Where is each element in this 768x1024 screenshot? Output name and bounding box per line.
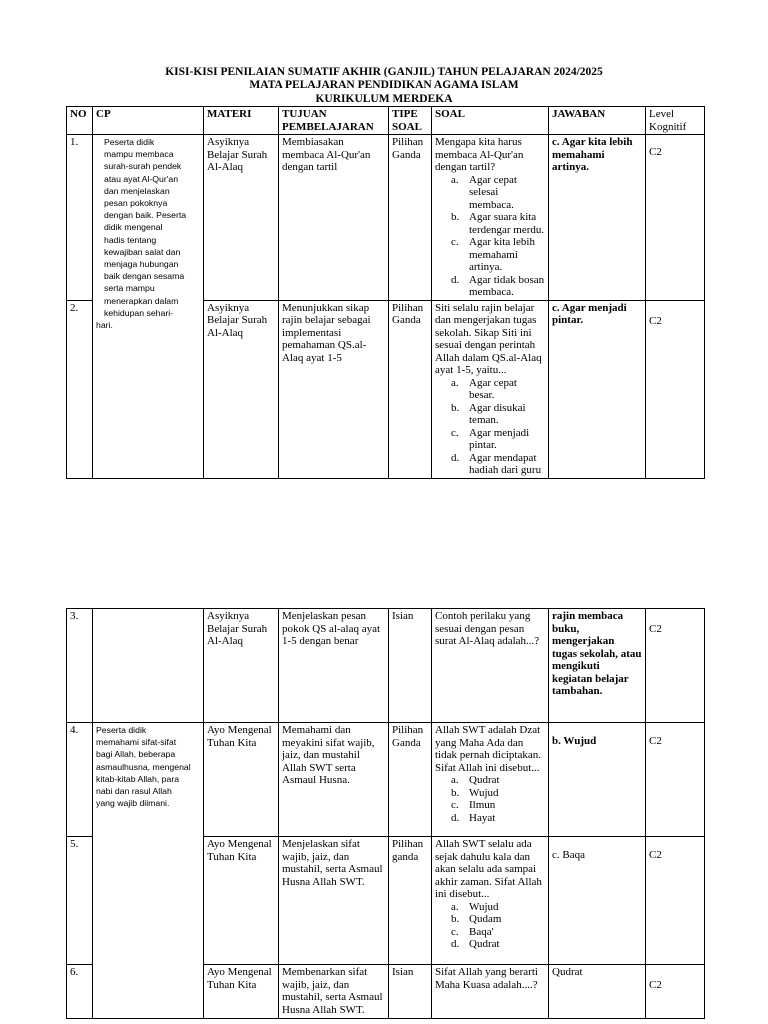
option-item (435, 274, 545, 299)
option-text: Agar suara kita terdengar merdu. (469, 211, 545, 236)
option-letter: a. (451, 376, 459, 389)
row-number: 2. (67, 300, 93, 478)
text-line: Mengapa kita harus membaca Al-Qur'an dengan tartil? (435, 136, 524, 173)
row-number: 5. (67, 837, 93, 965)
table-header-row (67, 107, 705, 135)
option-item (435, 901, 545, 914)
col-header-materi: MATERI (204, 107, 279, 135)
col-header-no: NO (67, 107, 93, 135)
text-line: baik dengan sesama (104, 271, 185, 282)
text-line: Allah SWT adalah Dzat yang Maha Ada dan tidak pernah diciptakan. Sifat Allah ini disebut... (435, 724, 541, 774)
level-cell: C2 (646, 300, 705, 478)
option-item (435, 402, 545, 427)
text-line: Level (649, 108, 675, 120)
option-letter: b. (451, 786, 460, 799)
option-text: Qudam (469, 913, 502, 925)
option-item (435, 799, 545, 812)
option-item (435, 913, 545, 926)
text-line: surah-surah pendek (104, 161, 182, 172)
option-text: Wujud (469, 900, 499, 913)
option-item (435, 926, 545, 939)
option-item (435, 938, 545, 951)
text-line: Peserta didik (96, 725, 147, 735)
option-item (435, 427, 545, 452)
text-line: PEMBELAJARAN (282, 120, 374, 133)
option-item (435, 452, 545, 477)
option-letter: a. (451, 173, 459, 186)
option-item (435, 377, 545, 402)
materi-cell: Ayo Mengenal Tuhan Kita (204, 837, 279, 965)
option-item (435, 774, 545, 787)
option-letter: c. (451, 925, 459, 938)
col-header-jawaban: JAWABAN (549, 107, 646, 135)
option-letter: c. (451, 799, 459, 811)
text-line: bagi Allah, beberapa (96, 749, 176, 760)
document-curriculum: KURIKULUM MERDEKA (315, 93, 453, 105)
option-letter: b. (451, 211, 460, 223)
materi-cell: Ayo Mengenal Tuhan Kita (204, 723, 279, 837)
option-letter: c. (451, 236, 459, 248)
tujuan-cell: Membiasakan membaca Al-Qur'an dengan tartil (279, 135, 389, 301)
level-cell: C2 (646, 609, 705, 723)
option-text: Ilmun (469, 799, 496, 811)
text-line: memahami sifat-sifat (96, 737, 177, 748)
jawaban-cell: b. Wujud (549, 723, 646, 837)
soal-cell (432, 300, 549, 478)
table-row (67, 723, 705, 837)
level-cell: C2 (646, 965, 705, 1019)
option-text: Hayat (469, 811, 496, 824)
col-header-tipe (389, 107, 432, 135)
row-number: 1. (67, 135, 93, 301)
tipe-cell: Pilihan Ganda (389, 135, 432, 301)
option-letter: d. (451, 451, 460, 464)
text-line: serta mampu (104, 283, 155, 294)
text-line: TIPE (392, 108, 418, 120)
text-line: yang wajib diimani. (96, 798, 170, 809)
row-number: 6. (67, 965, 93, 1019)
level-cell: C2 (646, 723, 705, 837)
tujuan-cell: Menjelaskan sifat wajib, jaiz, dan mustahil, serta Asmaul Husna Allah SWT. (279, 837, 389, 965)
table-row (67, 135, 705, 301)
text-line: kehidupan sehari- (104, 307, 174, 318)
col-header-cp: CP (93, 107, 204, 135)
text-line: asmaulhusna, mengenal (96, 761, 191, 772)
jawaban-cell: c. Baqa (549, 837, 646, 965)
tujuan-cell: Membenarkan sifat wajib, jaiz, dan mustahil, serta Asmaul Husna Allah SWT. (279, 965, 389, 1019)
option-item (435, 174, 545, 212)
jawaban-cell: Qudrat (549, 965, 646, 1019)
document-subject: MATA PELAJARAN PENDIDIKAN AGAMA ISLAM (249, 79, 519, 91)
cp-cell (93, 723, 204, 1019)
option-item (435, 787, 545, 800)
option-item (435, 236, 545, 274)
tipe-cell: Pilihan Ganda (389, 723, 432, 837)
text-line: Kognitif (649, 120, 687, 133)
text-line: menerapkan dalam (104, 295, 179, 306)
text-line: SOAL (392, 120, 422, 133)
tujuan-cell: Memahami dan meyakini sifat wajib, jaiz, dan mustahil Allah SWT serta Asmaul Husna. (279, 723, 389, 837)
option-letter: a. (451, 900, 459, 913)
option-letter: d. (451, 811, 460, 824)
text-line: didik mengenal (104, 222, 163, 233)
cp-cell-empty (93, 609, 204, 723)
option-item (435, 812, 545, 825)
document-title: KISI-KISI PENILAIAN SUMATIF AKHIR (GANJIL) TAHUN PELAJARAN 2024/2025 (165, 66, 603, 78)
option-text: Agar menjadi pintar. (469, 426, 530, 451)
soal-cell: Contoh perilaku yang sesuai dengan pesan surat Al-Alaq adalah...? (432, 609, 549, 723)
text-line: Allah SWT selalu ada sejak dahulu kala dan akan selalu ada sampai akhir zaman. Sifat Allah ini disebut... (435, 838, 542, 900)
tujuan-cell: Menunjukkan sikap rajin belajar sebagai implementasi pemahaman QS.al-Alaq ayat 1-5 (279, 300, 389, 478)
text-line: dengan baik. Peserta (104, 210, 187, 221)
materi-cell: Ayo Mengenal Tuhan Kita (204, 965, 279, 1019)
option-item (435, 211, 545, 236)
option-letter: d. (451, 273, 460, 286)
text-line: Peserta didik (104, 137, 155, 147)
option-text: Agar cepat selesai membaca. (469, 173, 517, 211)
text-line: pesan pokoknya (104, 198, 168, 209)
materi-cell: Asyiknya Belajar Surah Al-Alaq (204, 609, 279, 723)
kisi-kisi-table-page-1 (66, 106, 705, 479)
option-letter: b. (451, 913, 460, 925)
option-text: Agar disukai teman. (469, 401, 526, 426)
text-line: hadis tentang (104, 234, 157, 245)
tipe-cell: Pilihan Ganda (389, 300, 432, 478)
table-row (67, 609, 705, 723)
option-text: Agar kita lebih memahami artinya. (469, 236, 535, 273)
text-line: nabi dan rasul Allah (96, 786, 172, 797)
cp-cell (93, 135, 204, 479)
option-letter: a. (451, 774, 459, 786)
option-letter: b. (451, 401, 460, 414)
text-line: kewajiban salat dan (104, 246, 181, 257)
option-text: Qudrat (469, 938, 500, 950)
text-line: atau ayat Al-Qur'an (104, 173, 179, 184)
option-text: Baqa' (469, 925, 494, 938)
option-text: Agar cepat besar. (469, 376, 517, 401)
option-text: Wujud (469, 786, 499, 799)
soal-cell (432, 837, 549, 965)
kisi-kisi-table-page-2 (66, 608, 705, 1019)
jawaban-cell: c. Agar kita lebih memahami artinya. (549, 135, 646, 301)
row-number: 4. (67, 723, 93, 837)
tipe-cell: Isian (389, 609, 432, 723)
jawaban-cell: c. Agar menjadi pintar. (549, 300, 646, 478)
text-line: Siti selalu rajin belajar dan mengerjakan tugas sekolah. Sikap Siti ini sesuai dengan perintah Allah dalam QS.al-Alaq ayat 1-5, yaitu... (435, 301, 542, 376)
col-header-level (646, 107, 705, 135)
materi-cell: Asyiknya Belajar Surah Al-Alaq (204, 300, 279, 478)
soal-cell (432, 135, 549, 301)
col-header-tujuan (279, 107, 389, 135)
option-text: Qudrat (469, 774, 500, 786)
text-line: menjaga hubungan (104, 259, 179, 270)
text-line: kitab-kitab Allah, para (96, 773, 180, 784)
option-text: Agar mendapat hadiah dari guru (469, 451, 542, 476)
tipe-cell: Isian (389, 965, 432, 1019)
option-text: Agar tidak bosan membaca. (469, 273, 545, 298)
option-letter: c. (451, 426, 459, 439)
soal-cell (432, 723, 549, 837)
col-header-soal: SOAL (432, 107, 549, 135)
jawaban-cell: rajin membaca buku, mengerjakan tugas sekolah, atau mengikuti kegiatan belajar tambahan. (549, 609, 646, 723)
level-cell: C2 (646, 135, 705, 301)
materi-cell: Asyiknya Belajar Surah Al-Alaq (204, 135, 279, 301)
option-letter: d. (451, 938, 460, 950)
tujuan-cell: Menjelaskan pesan pokok QS al-alaq ayat 1-5 dengan benar (279, 609, 389, 723)
tipe-cell: Pilihan ganda (389, 837, 432, 965)
text-line: mampu membaca (104, 149, 174, 160)
soal-cell: Sifat Allah yang berarti Maha Kuasa adalah....? (432, 965, 549, 1019)
text-line: dan menjelaskan (104, 185, 170, 196)
text-line: hari. (96, 320, 113, 331)
text-line: TUJUAN (282, 108, 327, 120)
row-number: 3. (67, 609, 93, 723)
level-cell: C2 (646, 837, 705, 965)
